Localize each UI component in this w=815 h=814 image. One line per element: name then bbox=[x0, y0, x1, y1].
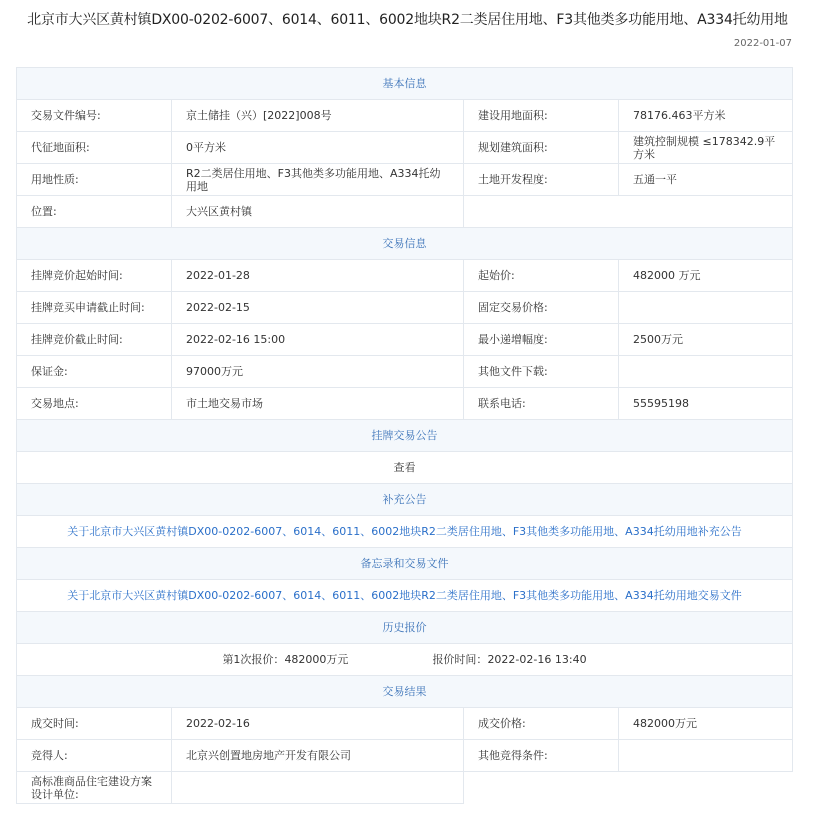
design-unit-value bbox=[172, 772, 464, 804]
section-header-result: 交易结果 bbox=[17, 676, 793, 708]
table-row bbox=[17, 644, 793, 676]
winner-value: 北京兴创置地房地产开发有限公司 bbox=[172, 740, 464, 772]
bid-time-value: 2022-02-16 13:40 bbox=[487, 653, 587, 666]
section-history bbox=[17, 612, 793, 644]
table-row bbox=[17, 516, 793, 548]
listing-info-table bbox=[16, 67, 793, 804]
land-use-label: 用地性质: bbox=[17, 164, 172, 196]
empty-cell bbox=[464, 196, 793, 228]
view-announcement-link[interactable]: 查看 bbox=[17, 452, 793, 484]
table-row bbox=[17, 260, 793, 292]
bid-time-label: 报价时间： bbox=[432, 653, 488, 666]
table-row bbox=[17, 164, 793, 196]
table-row bbox=[17, 132, 793, 164]
apply-deadline-value: 2022-02-15 bbox=[172, 292, 464, 324]
supplement-announcement-link[interactable]: 关于北京市大兴区黄村镇DX00-0202-6007、6014、6011、6002地块R2二类居住用地、F3其他类多功能用地、A334托幼用地补充公告 bbox=[17, 516, 793, 548]
place-label: 交易地点: bbox=[17, 388, 172, 420]
deal-time-value: 2022-02-16 bbox=[172, 708, 464, 740]
end-time-label: 挂牌竞价截止时间: bbox=[17, 324, 172, 356]
end-time-value: 2022-02-16 15:00 bbox=[172, 324, 464, 356]
phone-value: 55595198 bbox=[619, 388, 793, 420]
table-row bbox=[17, 196, 793, 228]
place-value: 市土地交易市场 bbox=[172, 388, 464, 420]
section-header-trade: 交易信息 bbox=[17, 228, 793, 260]
start-price-value: 482000 万元 bbox=[619, 260, 793, 292]
land-use-value: R2二类居住用地、F3其他类多功能用地、A334托幼用地 bbox=[172, 164, 464, 196]
table-row bbox=[17, 356, 793, 388]
land-area-label: 建设用地面积: bbox=[464, 100, 619, 132]
page-title: 北京市大兴区黄村镇DX00-0202-6007、6014、6011、6002地块R2二类居住用地、F3其他类多功能用地、A334托幼用地 bbox=[27, 12, 788, 28]
section-header-history: 历史报价 bbox=[17, 612, 793, 644]
empty-cell bbox=[464, 772, 793, 804]
table-row bbox=[17, 388, 793, 420]
bid-history-entry bbox=[17, 644, 793, 676]
plan-area-label: 规划建筑面积: bbox=[464, 132, 619, 164]
deal-price-value: 482000万元 bbox=[619, 708, 793, 740]
table-row bbox=[17, 452, 793, 484]
section-basic-info bbox=[17, 68, 793, 100]
deal-price-label: 成交价格: bbox=[464, 708, 619, 740]
table-row bbox=[17, 772, 793, 804]
other-files-label: 其他文件下载: bbox=[464, 356, 619, 388]
fixed-price-value bbox=[619, 292, 793, 324]
section-memo bbox=[17, 548, 793, 580]
table-row bbox=[17, 100, 793, 132]
start-time-label: 挂牌竞价起始时间: bbox=[17, 260, 172, 292]
proxy-area-label: 代征地面积: bbox=[17, 132, 172, 164]
min-increment-label: 最小递增幅度: bbox=[464, 324, 619, 356]
table-row bbox=[17, 292, 793, 324]
start-price-label: 起始价: bbox=[464, 260, 619, 292]
other-conditions-label: 其他竞得条件: bbox=[464, 740, 619, 772]
dev-level-label: 土地开发程度: bbox=[464, 164, 619, 196]
section-announcement bbox=[17, 420, 793, 452]
table-row bbox=[17, 580, 793, 612]
section-header-basic: 基本信息 bbox=[17, 68, 793, 100]
start-time-value: 2022-01-28 bbox=[172, 260, 464, 292]
doc-no-label: 交易文件编号: bbox=[17, 100, 172, 132]
table-row bbox=[17, 740, 793, 772]
dev-level-value: 五通一平 bbox=[619, 164, 793, 196]
publish-date: 2022-01-07 bbox=[733, 38, 792, 49]
phone-label: 联系电话: bbox=[464, 388, 619, 420]
location-label: 位置: bbox=[17, 196, 172, 228]
section-trade-info bbox=[17, 228, 793, 260]
min-increment-value: 2500万元 bbox=[619, 324, 793, 356]
bid-label: 第1次报价： bbox=[222, 653, 285, 666]
table-row bbox=[17, 324, 793, 356]
design-unit-label: 高标准商品住宅建设方案设计单位: bbox=[17, 772, 172, 804]
deposit-value: 97000万元 bbox=[172, 356, 464, 388]
proxy-area-value: 0平方米 bbox=[172, 132, 464, 164]
doc-no-value: 京土储挂（兴）[2022]008号 bbox=[172, 100, 464, 132]
location-value: 大兴区黄村镇 bbox=[172, 196, 464, 228]
deposit-label: 保证金: bbox=[17, 356, 172, 388]
plan-area-value: 建筑控制规模 ≤178342.9平方米 bbox=[619, 132, 793, 164]
bid-value: 482000万元 bbox=[284, 653, 349, 666]
trade-document-link[interactable]: 关于北京市大兴区黄村镇DX00-0202-6007、6014、6011、6002地块R2二类居住用地、F3其他类多功能用地、A334托幼用地交易文件 bbox=[17, 580, 793, 612]
section-header-announcement: 挂牌交易公告 bbox=[17, 420, 793, 452]
deal-time-label: 成交时间: bbox=[17, 708, 172, 740]
other-conditions-value bbox=[619, 740, 793, 772]
other-files-value bbox=[619, 356, 793, 388]
section-result bbox=[17, 676, 793, 708]
apply-deadline-label: 挂牌竞买申请截止时间: bbox=[17, 292, 172, 324]
land-area-value: 78176.463平方米 bbox=[619, 100, 793, 132]
fixed-price-label: 固定交易价格: bbox=[464, 292, 619, 324]
winner-label: 竞得人: bbox=[17, 740, 172, 772]
section-header-supplement: 补充公告 bbox=[17, 484, 793, 516]
section-header-memo: 备忘录和交易文件 bbox=[17, 548, 793, 580]
table-row bbox=[17, 708, 793, 740]
section-supplement bbox=[17, 484, 793, 516]
